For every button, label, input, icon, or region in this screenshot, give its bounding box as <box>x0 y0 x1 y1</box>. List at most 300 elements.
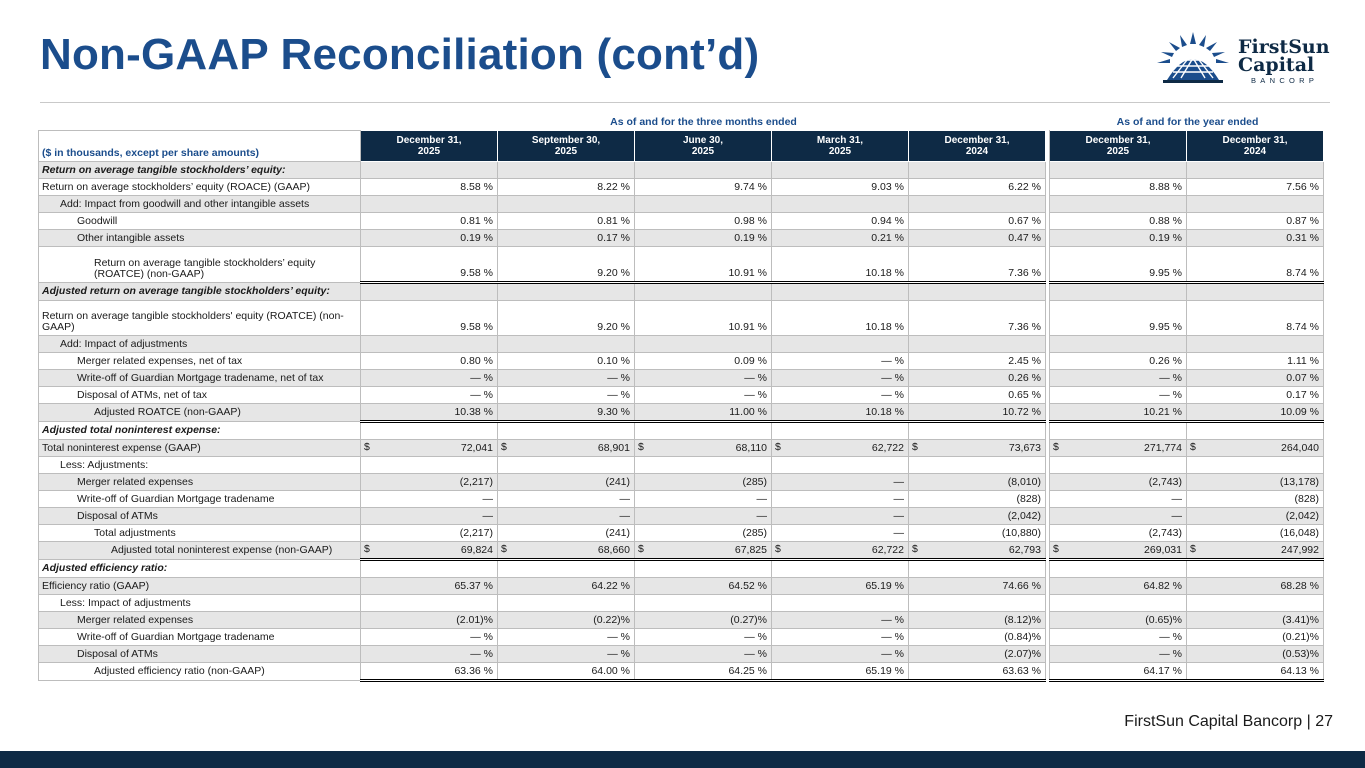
row-label: Return on average stockholders’ equity (ROACE) (GAAP) <box>39 179 361 196</box>
row-label: Merger related expenses, net of tax <box>39 353 361 370</box>
value-cell: — % <box>498 387 635 404</box>
value-cell <box>1050 560 1187 578</box>
value-cell: — <box>498 508 635 525</box>
value-cell <box>498 336 635 353</box>
currency-symbol: $ <box>775 441 781 453</box>
value-cell <box>772 283 909 301</box>
table-row <box>39 595 1324 612</box>
table-row <box>39 663 1324 681</box>
currency-symbol: $ <box>638 441 644 453</box>
value-cell: (16,048) <box>1187 525 1324 542</box>
column-header: December 31, 2025 <box>1050 131 1187 162</box>
value-cell: 9.74 % <box>635 179 772 196</box>
table-row <box>39 230 1324 247</box>
value-cell: 9.95 % <box>1050 301 1187 336</box>
cell-value: 68,660 <box>597 543 630 556</box>
value-cell: 9.58 % <box>361 301 498 336</box>
currency-cell <box>498 542 635 560</box>
value-cell: (8.12)% <box>909 612 1046 629</box>
column-header: June 30, 2025 <box>635 131 772 162</box>
value-cell: — % <box>635 387 772 404</box>
value-cell: (828) <box>1187 491 1324 508</box>
logo-name-first: FirstSun <box>1238 36 1330 58</box>
value-cell: 0.17 % <box>1187 387 1324 404</box>
value-cell <box>361 422 498 440</box>
column-header: December 31, 2025 <box>361 131 498 162</box>
row-label: Adjusted efficiency ratio: <box>39 560 361 578</box>
currency-symbol: $ <box>775 543 781 555</box>
column-header: December 31, 2024 <box>909 131 1046 162</box>
value-cell: — <box>361 508 498 525</box>
value-cell: 10.18 % <box>772 404 909 422</box>
cell-value: 271,774 <box>1144 441 1182 454</box>
currency-symbol: $ <box>364 543 370 555</box>
table-row <box>39 404 1324 422</box>
table-row <box>39 646 1324 663</box>
row-label: Write-off of Guardian Mortgage tradename <box>39 491 361 508</box>
row-label: Disposal of ATMs <box>39 646 361 663</box>
value-cell: 2.45 % <box>909 353 1046 370</box>
value-cell: 9.20 % <box>498 247 635 283</box>
row-label: Adjusted total noninterest expense (non-GAAP) <box>39 542 361 560</box>
cell-value: 62,722 <box>871 441 904 454</box>
table-row <box>39 353 1324 370</box>
column-header: December 31, 2024 <box>1187 131 1324 162</box>
value-cell <box>498 196 635 213</box>
value-cell: (0.27)% <box>635 612 772 629</box>
footer-text: FirstSun Capital Bancorp | 27 <box>1124 713 1333 730</box>
value-cell: — <box>772 525 909 542</box>
value-cell: 9.20 % <box>498 301 635 336</box>
logo-name-sub: BANCORP <box>1251 76 1319 85</box>
row-label: Adjusted return on average tangible stockholders’ equity: <box>39 283 361 301</box>
row-label: Merger related expenses <box>39 612 361 629</box>
value-cell: 0.94 % <box>772 213 909 230</box>
value-cell: — % <box>498 646 635 663</box>
value-cell: 0.80 % <box>361 353 498 370</box>
value-cell: 7.56 % <box>1187 179 1324 196</box>
value-cell <box>1050 595 1187 612</box>
value-cell: 10.72 % <box>909 404 1046 422</box>
page-title: Non-GAAP Reconciliation (cont’d) <box>40 30 760 79</box>
value-cell <box>1050 283 1187 301</box>
value-cell: — % <box>498 370 635 387</box>
value-cell: 10.09 % <box>1187 404 1324 422</box>
value-cell: 8.88 % <box>1050 179 1187 196</box>
value-cell: 0.31 % <box>1187 230 1324 247</box>
currency-cell <box>635 440 772 457</box>
row-label: Return on average tangible stockholders' equity (ROATCE) (non-GAAP) <box>39 301 361 336</box>
value-cell: — % <box>1050 629 1187 646</box>
value-cell <box>635 595 772 612</box>
currency-cell <box>361 542 498 560</box>
table-row <box>39 560 1324 578</box>
value-cell: 0.67 % <box>909 213 1046 230</box>
row-label: Write-off of Guardian Mortgage tradename <box>39 629 361 646</box>
value-cell <box>772 336 909 353</box>
value-cell: 10.91 % <box>635 247 772 283</box>
value-cell <box>498 560 635 578</box>
value-cell: 10.18 % <box>772 247 909 283</box>
value-cell <box>635 196 772 213</box>
value-cell <box>1187 283 1324 301</box>
value-cell: — % <box>1050 370 1187 387</box>
quarter-period-label: As of and for the three months ended <box>610 116 797 128</box>
value-cell: — % <box>361 646 498 663</box>
value-cell: — <box>772 491 909 508</box>
value-cell: 8.58 % <box>361 179 498 196</box>
value-cell: — <box>635 491 772 508</box>
row-label: Adjusted efficiency ratio (non-GAAP) <box>39 663 361 681</box>
value-cell: 65.19 % <box>772 663 909 681</box>
value-cell: (2,217) <box>361 474 498 491</box>
value-cell: (241) <box>498 525 635 542</box>
value-cell: (2,217) <box>361 525 498 542</box>
value-cell: 0.26 % <box>909 370 1046 387</box>
table-row <box>39 629 1324 646</box>
value-cell: 0.88 % <box>1050 213 1187 230</box>
value-cell <box>909 336 1046 353</box>
value-cell: 0.19 % <box>635 230 772 247</box>
value-cell: 65.37 % <box>361 578 498 595</box>
value-cell <box>361 283 498 301</box>
value-cell: 0.81 % <box>361 213 498 230</box>
value-cell <box>772 560 909 578</box>
value-cell: — % <box>498 629 635 646</box>
value-cell: 10.18 % <box>772 301 909 336</box>
value-cell: — % <box>635 370 772 387</box>
value-cell: 64.17 % <box>1050 663 1187 681</box>
value-cell: (0.84)% <box>909 629 1046 646</box>
cell-value: 73,673 <box>1008 441 1041 454</box>
row-label: Disposal of ATMs <box>39 508 361 525</box>
cell-value: 69,824 <box>460 543 493 556</box>
value-cell: 8.22 % <box>498 179 635 196</box>
value-cell: 64.25 % <box>635 663 772 681</box>
currency-symbol: $ <box>912 441 918 453</box>
cell-value: 269,031 <box>1144 543 1182 556</box>
value-cell: 0.17 % <box>498 230 635 247</box>
table-row <box>39 196 1324 213</box>
cell-value: 68,110 <box>735 441 767 454</box>
table-row <box>39 491 1324 508</box>
value-cell: 10.38 % <box>361 404 498 422</box>
cell-value: 67,825 <box>734 543 767 556</box>
table-body <box>39 162 1324 681</box>
value-cell <box>772 162 909 179</box>
value-cell: (10,880) <box>909 525 1046 542</box>
value-cell <box>1050 162 1187 179</box>
value-cell: — % <box>361 370 498 387</box>
value-cell <box>909 283 1046 301</box>
column-header: March 31, 2025 <box>772 131 909 162</box>
value-cell: 7.36 % <box>909 247 1046 283</box>
value-cell <box>498 283 635 301</box>
value-cell: 68.28 % <box>1187 578 1324 595</box>
value-cell <box>361 162 498 179</box>
currency-cell <box>1187 542 1324 560</box>
value-cell: (0.53)% <box>1187 646 1324 663</box>
value-cell <box>635 336 772 353</box>
row-label: Efficiency ratio (GAAP) <box>39 578 361 595</box>
value-cell <box>772 422 909 440</box>
value-cell: — % <box>772 612 909 629</box>
value-cell: — <box>498 491 635 508</box>
row-label: Add: Impact of adjustments <box>39 336 361 353</box>
value-cell: 7.36 % <box>909 301 1046 336</box>
column-header: September 30, 2025 <box>498 131 635 162</box>
value-cell: 0.09 % <box>635 353 772 370</box>
value-cell: 63.36 % <box>361 663 498 681</box>
value-cell: — % <box>361 387 498 404</box>
value-cell <box>772 196 909 213</box>
table-row <box>39 301 1324 336</box>
currency-cell <box>1050 440 1187 457</box>
value-cell <box>635 283 772 301</box>
table-row <box>39 542 1324 560</box>
value-cell: (241) <box>498 474 635 491</box>
currency-cell <box>909 542 1046 560</box>
value-cell: (2.01)% <box>361 612 498 629</box>
currency-cell <box>635 542 772 560</box>
row-label: Return on average tangible stockholders’ equity (ROATCE) (non-GAAP) <box>39 247 361 283</box>
value-cell: 10.21 % <box>1050 404 1187 422</box>
cell-value: 247,992 <box>1281 543 1319 556</box>
value-cell <box>1187 422 1324 440</box>
currency-symbol: $ <box>1053 441 1059 453</box>
value-cell <box>1187 336 1324 353</box>
table-row <box>39 213 1324 230</box>
value-cell <box>498 457 635 474</box>
row-label: Goodwill <box>39 213 361 230</box>
currency-symbol: $ <box>501 543 507 555</box>
table-row <box>39 387 1324 404</box>
value-cell: — % <box>1050 646 1187 663</box>
value-cell: (0.22)% <box>498 612 635 629</box>
value-cell: — <box>772 508 909 525</box>
value-cell: 9.03 % <box>772 179 909 196</box>
value-cell: 64.52 % <box>635 578 772 595</box>
value-cell <box>909 560 1046 578</box>
value-cell <box>635 560 772 578</box>
value-cell: 64.00 % <box>498 663 635 681</box>
value-cell <box>909 595 1046 612</box>
table-header-row <box>39 131 1324 162</box>
table-row <box>39 457 1324 474</box>
company-logo <box>1153 30 1333 88</box>
value-cell <box>498 162 635 179</box>
value-cell: 1.11 % <box>1187 353 1324 370</box>
currency-symbol: $ <box>1053 543 1059 555</box>
value-cell: 6.22 % <box>909 179 1046 196</box>
value-cell <box>361 196 498 213</box>
cell-value: 62,793 <box>1008 543 1041 556</box>
value-cell: — % <box>772 629 909 646</box>
value-cell: (2,743) <box>1050 525 1187 542</box>
currency-cell <box>772 440 909 457</box>
value-cell <box>361 595 498 612</box>
value-cell: — <box>635 508 772 525</box>
value-cell: 11.00 % <box>635 404 772 422</box>
value-cell <box>1050 422 1187 440</box>
value-cell <box>909 422 1046 440</box>
value-cell <box>772 595 909 612</box>
value-cell: — % <box>635 646 772 663</box>
value-cell: (13,178) <box>1187 474 1324 491</box>
cell-value: 72,041 <box>460 441 493 454</box>
value-cell: 0.47 % <box>909 230 1046 247</box>
value-cell: (2,042) <box>1187 508 1324 525</box>
value-cell: — % <box>772 353 909 370</box>
value-cell: — <box>772 474 909 491</box>
row-label: Add: Impact from goodwill and other intangible assets <box>39 196 361 213</box>
row-label: Merger related expenses <box>39 474 361 491</box>
value-cell <box>1187 560 1324 578</box>
table-row <box>39 508 1324 525</box>
value-cell <box>498 422 635 440</box>
stub-header: ($ in thousands, except per share amounts) <box>39 131 361 162</box>
table-row <box>39 162 1324 179</box>
value-cell: 64.13 % <box>1187 663 1324 681</box>
value-cell: 65.19 % <box>772 578 909 595</box>
value-cell: — % <box>1050 387 1187 404</box>
currency-symbol: $ <box>638 543 644 555</box>
value-cell: 9.95 % <box>1050 247 1187 283</box>
row-label: Return on average tangible stockholders’ equity: <box>39 162 361 179</box>
value-cell <box>1187 162 1324 179</box>
table-row <box>39 247 1324 283</box>
currency-symbol: $ <box>364 441 370 453</box>
value-cell <box>635 162 772 179</box>
table-row <box>39 370 1324 387</box>
currency-cell <box>772 542 909 560</box>
value-cell: 0.87 % <box>1187 213 1324 230</box>
value-cell: — <box>361 491 498 508</box>
currency-symbol: $ <box>1190 543 1196 555</box>
row-label: Less: Adjustments: <box>39 457 361 474</box>
table-row <box>39 336 1324 353</box>
cell-value: 264,040 <box>1281 441 1319 454</box>
value-cell <box>498 595 635 612</box>
value-cell <box>361 336 498 353</box>
value-cell: — % <box>772 646 909 663</box>
value-cell: — % <box>772 387 909 404</box>
value-cell <box>635 457 772 474</box>
value-cell: (2,743) <box>1050 474 1187 491</box>
value-cell <box>635 422 772 440</box>
value-cell: 0.98 % <box>635 213 772 230</box>
table-row <box>39 283 1324 301</box>
value-cell <box>1187 457 1324 474</box>
value-cell: 9.58 % <box>361 247 498 283</box>
value-cell <box>1050 336 1187 353</box>
row-label: Disposal of ATMs, net of tax <box>39 387 361 404</box>
value-cell <box>361 457 498 474</box>
value-cell: — % <box>361 629 498 646</box>
value-cell <box>1187 595 1324 612</box>
table-row <box>39 612 1324 629</box>
value-cell: (0.65)% <box>1050 612 1187 629</box>
currency-cell <box>361 440 498 457</box>
value-cell: — <box>1050 491 1187 508</box>
value-cell: 8.74 % <box>1187 247 1324 283</box>
value-cell <box>909 457 1046 474</box>
period-header <box>0 116 1365 130</box>
row-label: Adjusted ROATCE (non-GAAP) <box>39 404 361 422</box>
value-cell: 9.30 % <box>498 404 635 422</box>
value-cell <box>1050 196 1187 213</box>
value-cell <box>1050 457 1187 474</box>
value-cell: 10.91 % <box>635 301 772 336</box>
logo-name-second: Capital <box>1238 54 1315 76</box>
row-label: Write-off of Guardian Mortgage tradename, net of tax <box>39 370 361 387</box>
row-label: Less: Impact of adjustments <box>39 595 361 612</box>
value-cell: 74.66 % <box>909 578 1046 595</box>
value-cell: 0.19 % <box>1050 230 1187 247</box>
currency-cell <box>498 440 635 457</box>
cell-value: 68,901 <box>597 441 630 454</box>
value-cell: — <box>1050 508 1187 525</box>
value-cell: (3.41)% <box>1187 612 1324 629</box>
table-row <box>39 578 1324 595</box>
year-period-label: As of and for the year ended <box>1116 116 1259 128</box>
value-cell: — % <box>772 370 909 387</box>
value-cell <box>772 457 909 474</box>
value-cell: 0.21 % <box>772 230 909 247</box>
value-cell <box>1187 196 1324 213</box>
value-cell: 0.10 % <box>498 353 635 370</box>
value-cell: — % <box>635 629 772 646</box>
bottom-bar <box>0 751 1365 768</box>
table-row <box>39 440 1324 457</box>
table-row <box>39 179 1324 196</box>
value-cell: (828) <box>909 491 1046 508</box>
value-cell: 0.26 % <box>1050 353 1187 370</box>
value-cell <box>361 560 498 578</box>
table-row <box>39 474 1324 491</box>
currency-symbol: $ <box>501 441 507 453</box>
table-row <box>39 525 1324 542</box>
title-divider <box>40 102 1330 103</box>
value-cell: (285) <box>635 525 772 542</box>
value-cell <box>909 162 1046 179</box>
currency-symbol: $ <box>1190 441 1196 453</box>
value-cell: 0.19 % <box>361 230 498 247</box>
currency-cell <box>909 440 1046 457</box>
cell-value: 62,722 <box>871 543 904 556</box>
value-cell: 64.22 % <box>498 578 635 595</box>
value-cell: (8,010) <box>909 474 1046 491</box>
row-label: Adjusted total noninterest expense: <box>39 422 361 440</box>
value-cell: (285) <box>635 474 772 491</box>
value-cell: 0.07 % <box>1187 370 1324 387</box>
sunburst-logo-icon <box>1153 30 1233 88</box>
row-label: Total adjustments <box>39 525 361 542</box>
value-cell: 64.82 % <box>1050 578 1187 595</box>
value-cell: (2.07)% <box>909 646 1046 663</box>
row-label: Total noninterest expense (GAAP) <box>39 440 361 457</box>
currency-cell <box>1187 440 1324 457</box>
reconciliation-table <box>38 130 1324 682</box>
value-cell <box>909 196 1046 213</box>
value-cell: 8.74 % <box>1187 301 1324 336</box>
value-cell: (2,042) <box>909 508 1046 525</box>
table-row <box>39 422 1324 440</box>
value-cell: 0.81 % <box>498 213 635 230</box>
currency-symbol: $ <box>912 543 918 555</box>
currency-cell <box>1050 542 1187 560</box>
value-cell: 63.63 % <box>909 663 1046 681</box>
